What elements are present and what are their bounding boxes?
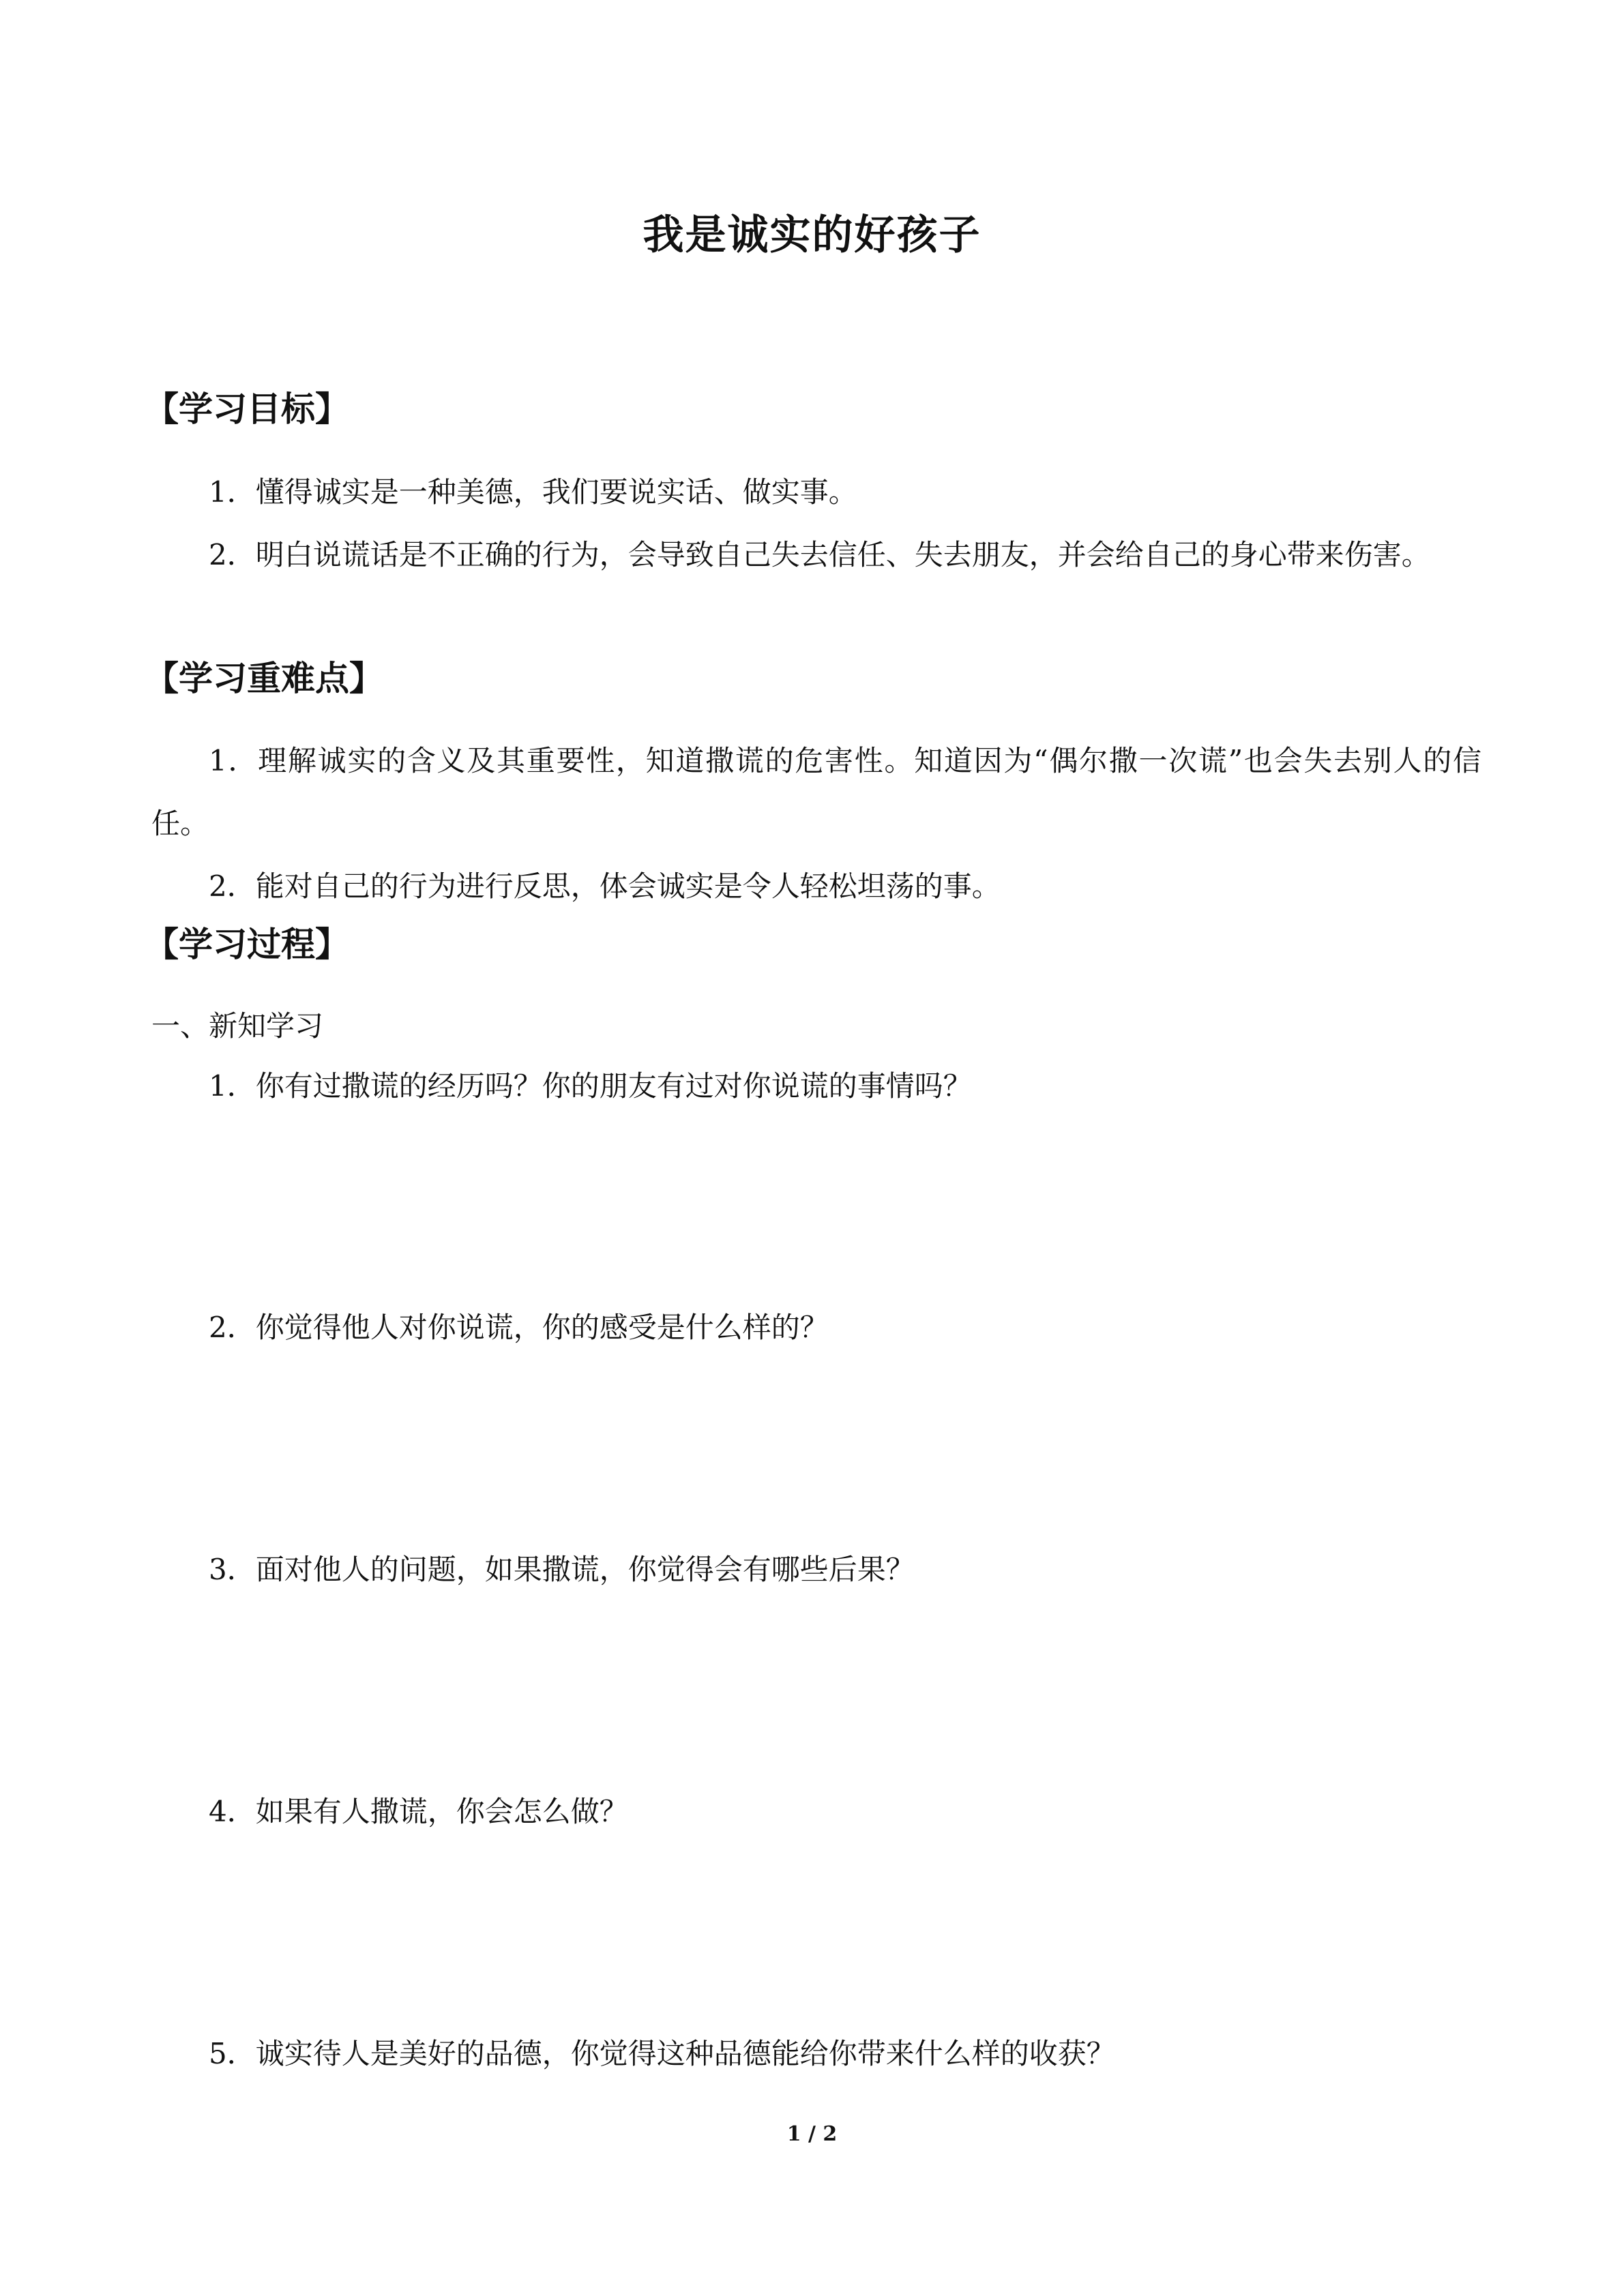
section-heading-key-points: 【学习重难点】 — [145, 659, 383, 698]
answer-space-2[interactable] — [151, 1360, 1481, 1538]
subsection-heading-new-knowledge: 一、新知学习 — [151, 1009, 324, 1043]
section-heading-objectives: 【学习目标】 — [145, 389, 349, 429]
answer-space-3[interactable] — [151, 1602, 1481, 1780]
page-number: 1 / 2 — [786, 2122, 838, 2146]
question-3: 3．面对他人的问题，如果撒谎，你觉得会有哪些后果？ — [209, 1553, 915, 1586]
question-4: 4．如果有人撒谎，你会怎么做？ — [209, 1795, 628, 1828]
question-5: 5．诚实待人是美好的品德，你觉得这种品德能给你带来什么样的收获？ — [209, 2037, 1115, 2070]
question-1: 1．你有过撒谎的经历吗？你的朋友有过对你说谎的事情吗？ — [209, 1069, 972, 1103]
answer-space-4[interactable] — [151, 1845, 1481, 2022]
question-2: 2．你觉得他人对你说谎，你的感受是什么样的？ — [209, 1311, 829, 1344]
objective-item-1: 1．懂得诚实是一种美德，我们要说实话、做实事。 — [209, 475, 857, 509]
objective-item-2: 2．明白说谎话是不正确的行为，会导致自己失去信任、失去朋友，并会给自己的身心带来伤害。 — [209, 538, 1430, 571]
key-point-item-2: 2．能对自己的行为进行反思，体会诚实是令人轻松坦荡的事。 — [209, 869, 1001, 903]
document-title: 我是诚实的好孩子 — [643, 211, 981, 259]
key-point-item-1: 1．理解诚实的含义及其重要性，知道撒谎的危害性。知道因为“偶尔撒一次谎”也会失去别人的信任。 — [151, 744, 1481, 840]
answer-space-1[interactable] — [151, 1118, 1481, 1296]
section-heading-process: 【学习过程】 — [145, 925, 349, 964]
